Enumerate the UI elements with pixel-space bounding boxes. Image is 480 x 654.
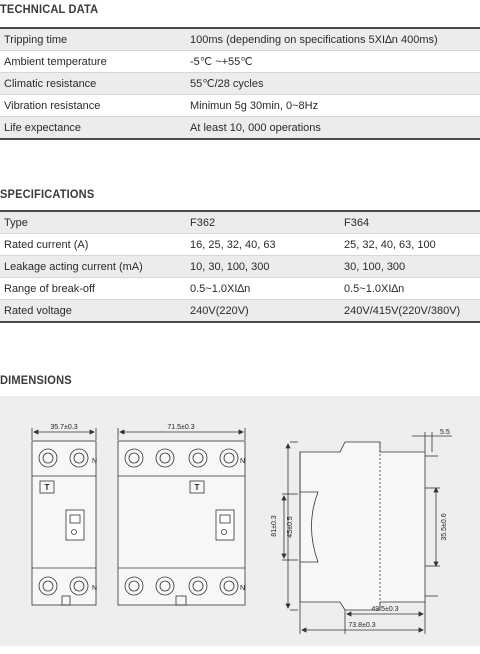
dim-height-total: 81±0.3 [271, 515, 278, 537]
dim-width-2p: 35.7±0.3 [50, 424, 78, 431]
terminal-n-bottom-4p: N [240, 585, 246, 592]
type-f364: F364 [340, 211, 480, 234]
tripping-time-label: Tripping time [0, 28, 186, 51]
rated-current-label: Rated current (A) [0, 234, 186, 256]
front-view-4p [118, 428, 245, 605]
terminal-n-top-2p: N [92, 458, 98, 465]
table-row [0, 278, 480, 300]
vibration-resistance-label: Vibration resistance [0, 95, 186, 117]
dim-depth-top: 5.5 [440, 429, 450, 436]
break-off-f364: 0.5~1.0XI∆n [340, 278, 480, 300]
table-row [0, 95, 480, 117]
table-row [0, 256, 480, 278]
leakage-current-f362: 10, 30, 100, 300 [186, 256, 340, 278]
rated-current-f362: 16, 25, 32, 40, 63 [186, 234, 340, 256]
ambient-temperature-value: -5℃ ~+55℃ [186, 51, 480, 73]
table-row [0, 117, 480, 140]
test-mark-4p: T [194, 483, 200, 492]
specifications-table [0, 210, 480, 323]
tripping-time-value: 100ms (depending on specifications 5XI∆n 400ms) [186, 28, 480, 51]
side-view [282, 432, 452, 634]
type-f362: F362 [186, 211, 340, 234]
type-label: Type [0, 211, 186, 234]
life-expectance-label: Life expectance [0, 117, 186, 140]
vibration-resistance-value: Minimun 5g 30min, 0~8Hz [186, 95, 480, 117]
test-mark-2p: T [44, 483, 50, 492]
dim-depth-mid: 49.5±0.3 [371, 606, 399, 613]
break-off-f362: 0.5~1.0XI∆n [186, 278, 340, 300]
technical-data-table [0, 27, 480, 140]
specifications-title: SPECIFICATIONS [0, 187, 95, 201]
technical-data-title: TECHNICAL DATA [0, 2, 99, 16]
dim-width-4p: 71.5±0.3 [167, 424, 195, 431]
dim-depth-total: 73.8±0.3 [348, 622, 376, 629]
terminal-n-top-4p: N [240, 458, 246, 465]
terminal-n-bottom-2p: N [92, 585, 98, 592]
leakage-current-f364: 30, 100, 300 [340, 256, 480, 278]
climatic-resistance-label: Climatic resistance [0, 73, 186, 95]
table-row [0, 211, 480, 234]
climatic-resistance-value: 55℃/28 cycles [186, 73, 480, 95]
dim-rail-height: 35.5±0.6 [441, 513, 448, 541]
leakage-current-label: Leakage acting current (mA) [0, 256, 186, 278]
table-row [0, 73, 480, 95]
dimensions-drawing [0, 396, 480, 646]
dimensions-drawing-panel [0, 396, 480, 646]
rated-current-f364: 25, 32, 40, 63, 100 [340, 234, 480, 256]
table-row [0, 300, 480, 323]
rated-voltage-f364: 240V/415V(220V/380V) [340, 300, 480, 323]
break-off-label: Range of break-off [0, 278, 186, 300]
dim-height-front: 45±0.5 [287, 516, 294, 538]
life-expectance-value: At least 10, 000 operations [186, 117, 480, 140]
table-row [0, 28, 480, 51]
dimensions-title: DIMENSIONS [0, 373, 72, 387]
front-view-2p [32, 428, 96, 605]
ambient-temperature-label: Ambient temperature [0, 51, 186, 73]
table-row [0, 234, 480, 256]
table-row [0, 51, 480, 73]
rated-voltage-f362: 240V(220V) [186, 300, 340, 323]
rated-voltage-label: Rated voltage [0, 300, 186, 323]
